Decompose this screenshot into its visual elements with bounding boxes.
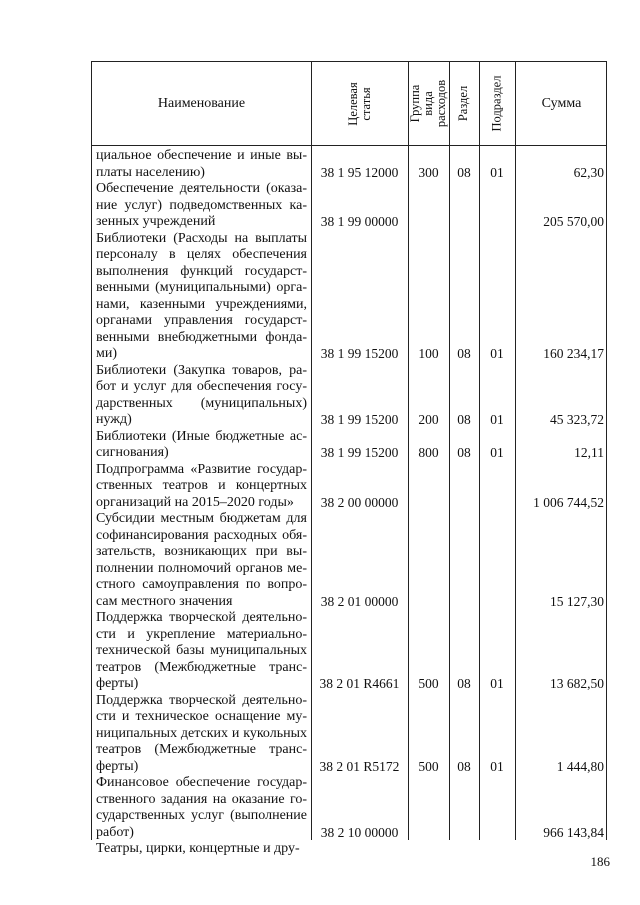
row-name-line: ми) (96, 346, 118, 361)
row-code: 38 2 00 00000 (320, 494, 399, 510)
row-name-line: стного самоуправления по вопро- (96, 577, 307, 592)
row-section: 08 (457, 758, 471, 774)
row-name-line: ние услуг) подведомственных ка- (96, 197, 307, 213)
row-name-line: сти и техническое оснащение му- (96, 709, 307, 724)
row-name-line: сам местного значения (96, 593, 233, 609)
row-name (96, 363, 307, 429)
row-name-line: Поддержка творческой деятельно- (96, 610, 307, 625)
row-name-line: Обеспечение деятельности (оказа- (96, 181, 307, 196)
row-name (96, 231, 307, 363)
row-name-line: нужд) (96, 412, 132, 427)
header-target-article: Целевая статья (345, 81, 373, 126)
row-amount: 13 682,50 (550, 676, 604, 691)
header-expense-group: Группа вида расходов (408, 79, 449, 128)
row-name-line: сударственных услуг (выполнение (96, 808, 307, 823)
header-subsection: Подраздел (489, 75, 504, 132)
row-code: 38 2 10 00000 (320, 824, 399, 840)
row-name (96, 511, 307, 610)
row-section: 08 (457, 346, 471, 361)
row-subsection: 01 (490, 445, 504, 460)
row-code: 38 2 01 00000 (320, 593, 399, 609)
row-name-line: выполнения функций государст- (96, 263, 307, 279)
row-name (96, 181, 307, 231)
row-amount: 12,11 (574, 445, 604, 460)
row-amount: 205 570,00 (543, 214, 604, 229)
row-amount: 1 444,80 (556, 758, 604, 774)
row-name-line: организаций на 2015–2020 годы» (96, 494, 294, 510)
row-name-line: Библиотеки (Иные бюджетные ас- (96, 428, 307, 444)
page-number: 186 (590, 854, 610, 869)
row-name (96, 429, 307, 462)
row-amount: 62,30 (573, 164, 604, 180)
row-expense-group: 500 (418, 676, 439, 691)
row-name-line: бот и услуг для обеспечения госу- (96, 379, 307, 394)
row-code: 38 1 99 15200 (320, 412, 399, 427)
row-name-line: сигнования) (96, 445, 169, 460)
row-name-line: ниципальных детских и кукольных (96, 725, 307, 741)
row-name (96, 610, 307, 693)
row-name-line: платы населению) (96, 164, 205, 180)
row-name-line: театров (Межбюджетные транс- (96, 742, 307, 757)
row-name-line: полнении полномочий органов ме- (96, 560, 307, 576)
row-subsection: 01 (490, 346, 504, 361)
row-name-line: Библиотеки (Расходы на выплаты (96, 230, 307, 246)
row-code: 38 2 01 R5172 (319, 758, 400, 774)
row-section: 08 (457, 164, 471, 180)
row-expense-group: 100 (418, 346, 439, 361)
row-subsection: 01 (490, 758, 504, 774)
row-section: 08 (457, 445, 471, 460)
row-name-line: циальное обеспечение и иные вы- (96, 148, 307, 163)
row-name-line: нами, казенными учреждениями, (96, 296, 307, 312)
row-name-line: Поддержка творческой деятельно- (96, 692, 307, 708)
row-name-line: зательств, возникающих при вы- (96, 544, 307, 559)
row-name-line: венными внебюджетными фонда- (96, 329, 307, 345)
row-amount: 15 127,30 (550, 593, 604, 609)
row-name-line: технической базы муниципальных (96, 643, 307, 658)
row-name (96, 841, 307, 858)
row-section: 08 (457, 412, 471, 427)
row-expense-group: 500 (418, 758, 439, 774)
row-name-line: сти и укрепление материально- (96, 626, 307, 642)
row-name (96, 775, 307, 841)
budget-table (91, 61, 607, 856)
row-section: 08 (457, 676, 471, 691)
row-subsection: 01 (490, 164, 504, 180)
row-code: 38 2 01 R4661 (319, 676, 400, 691)
row-name-line: Субсидии местным бюджетам для (96, 511, 307, 526)
header-section: Раздел (456, 85, 471, 122)
row-code: 38 1 99 15200 (320, 445, 399, 460)
row-name-line: ферты) (96, 758, 139, 774)
row-name-line: дарственных (муниципальных) (96, 395, 307, 411)
row-name-line: Подпрограмма «Развитие государ- (96, 461, 307, 477)
row-expense-group: 200 (418, 412, 439, 427)
row-expense-group: 800 (418, 445, 439, 460)
row-name-line: театров (Межбюджетные транс- (96, 659, 307, 675)
row-name-line: органами управления государст- (96, 313, 307, 328)
row-name-line: Театры, цирки, концертные и дру- (96, 841, 300, 856)
row-name-line: ственных театров и концертных (96, 478, 307, 493)
row-name (96, 693, 307, 776)
row-expense-group: 300 (418, 164, 439, 180)
row-name (96, 462, 307, 512)
row-name-line: зенных учреждений (96, 214, 216, 229)
row-amount: 160 234,17 (543, 346, 604, 361)
row-name-line: персоналу в целях обеспечения (96, 247, 307, 262)
header-divider (92, 145, 606, 146)
row-name-line: венными (муниципальными) орга- (96, 280, 307, 295)
row-amount: 45 323,72 (550, 412, 604, 427)
row-name (96, 148, 307, 181)
row-name-line: работ) (96, 824, 134, 840)
row-subsection: 01 (490, 412, 504, 427)
row-name-line: Библиотеки (Закупка товаров, ра- (96, 362, 307, 378)
row-code: 38 1 99 15200 (320, 346, 399, 361)
header-name: Наименование (157, 95, 246, 111)
row-code: 38 1 95 12000 (320, 164, 399, 180)
header-amount: Сумма (541, 95, 582, 111)
row-code: 38 1 99 00000 (320, 214, 399, 229)
row-name-line: ферты) (96, 676, 139, 691)
row-amount: 1 006 744,52 (533, 494, 604, 510)
row-name-line: Финансовое обеспечение государ- (96, 775, 307, 790)
row-name-line: ственного задания на оказание го- (96, 791, 307, 807)
row-name-line: софинансирования расходных обя- (96, 527, 307, 543)
row-amount: 966 143,84 (543, 824, 604, 840)
row-subsection: 01 (490, 676, 504, 691)
